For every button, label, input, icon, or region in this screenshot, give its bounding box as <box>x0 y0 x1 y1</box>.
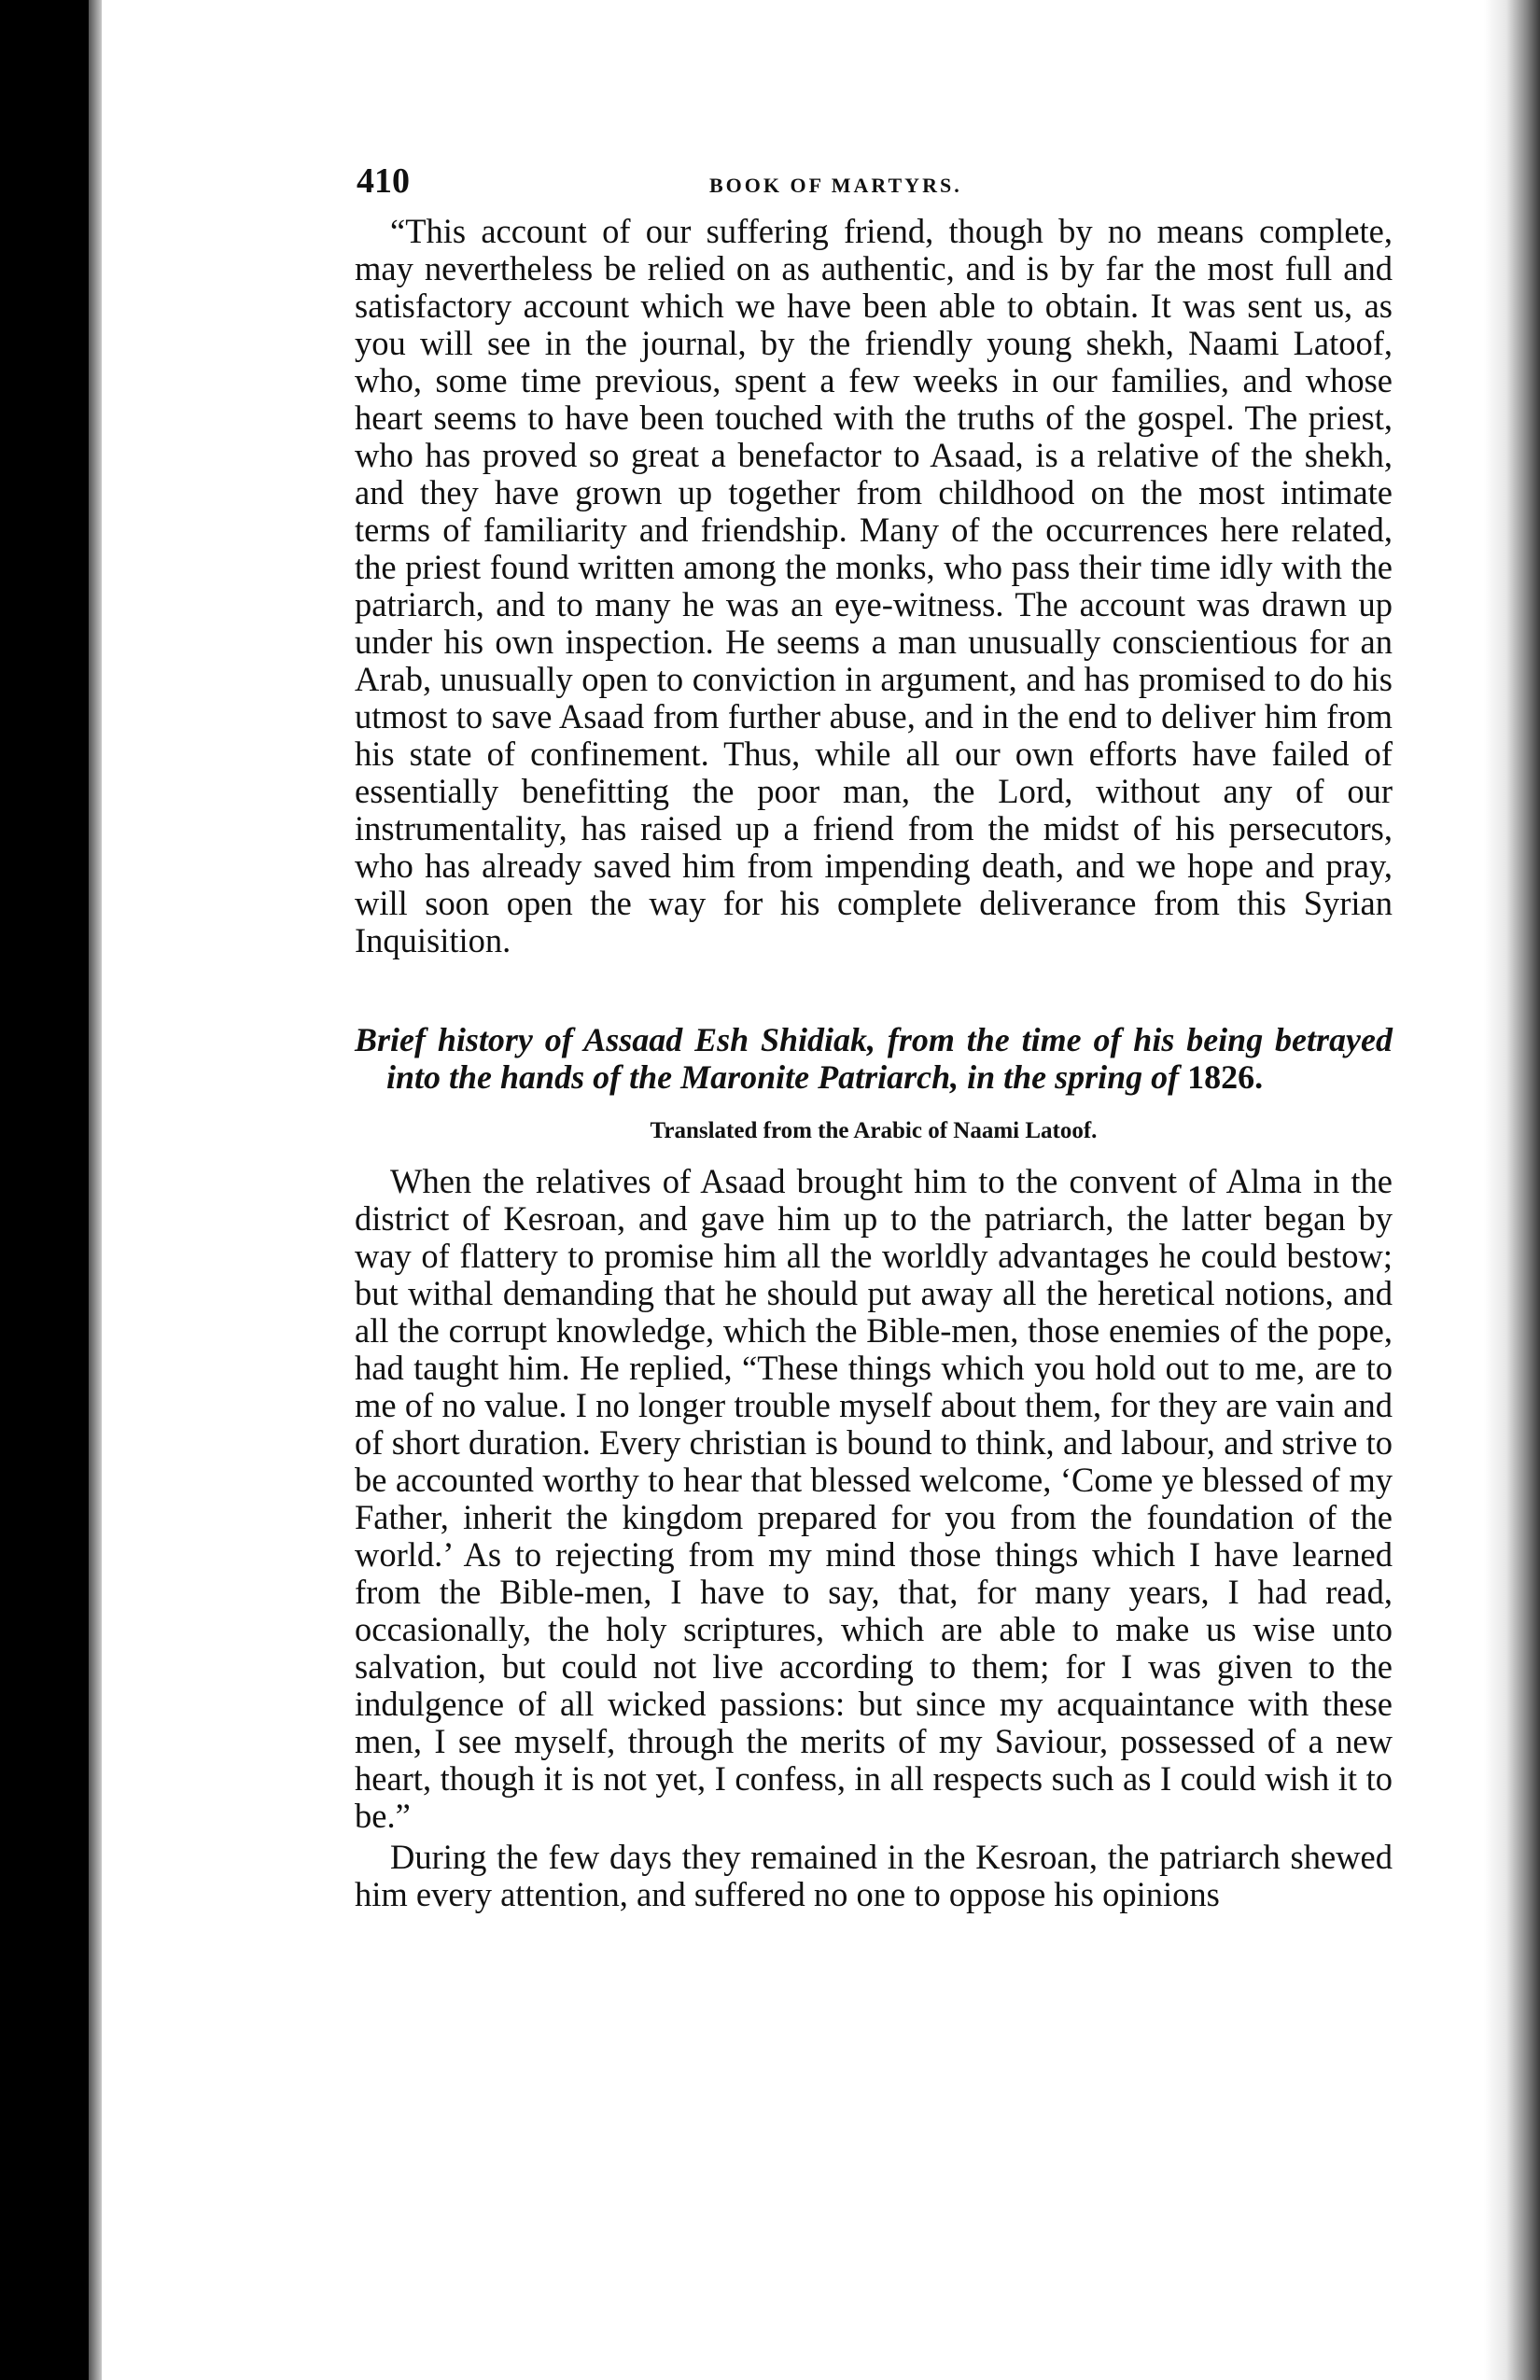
page-gutter-shadow <box>89 0 102 2380</box>
section-heading-year: 1826. <box>1187 1058 1264 1096</box>
page-text-block <box>355 157 1393 1913</box>
translation-note: Translated from the Arabic of Naami Latoof. <box>650 1118 1098 1143</box>
running-head <box>355 157 1393 213</box>
paragraph-account: “This account of our suffering friend, though by no means complete, may nevertheless be relied on as authentic, and is by far the most full and satisfactory account which we have been able to obtain. It was sent us, as you will see in the journal, by the friendly young shekh, Naami Latoof, who, some time previous, spent a few weeks in our families, and whose heart seems to have been touched with the truths of the gospel. The priest, who has proved so great a benefactor to Asaad, is a relative of the shekh, and they have grown up together from childhood on the most intimate terms of familiarity and friendship. Many of the occurrences here related, the priest found written among the monks, who pass their time idly with the patriarch, and to many he was an eye-witness. The account was drawn up under his own inspection. He seems a man unusually conscientious for an Arab, unusually open to conviction in argument, and has promised to do his utmost to save Asaad from further abuse, and in the end to deliver him from his state of confinement. Thus, while all our own efforts have failed of essentially benefitting the poor man, the Lord, without any of our instrumentality, has raised up a friend from the midst of his persecutors, who has already saved him from impending death, and we hope and pray, will soon open the way for his complete deliverance from this Syrian Inquisition. <box>355 212 1393 959</box>
running-head-title: BOOK OF MARTYRS. <box>709 174 962 197</box>
section-heading-text: Brief history of Assaad Esh Shidiak, from the time of his being betrayed into the hands of the Maronite Patriarch, in the spring of <box>355 1021 1393 1096</box>
paragraph-kesroan: During the few days they remained in the Kesroan, the patriarch shewed him every attention, and suffered no one to oppose his opinions <box>355 1838 1393 1913</box>
page-edge-shadow <box>1484 0 1540 2380</box>
page-number: 410 <box>357 161 410 201</box>
section-heading <box>355 1021 1393 1096</box>
paragraph-convent: When the relatives of Asaad brought him to the convent of Alma in the district of Kesroan, and gave him up to the patriarch, the latter began by way of flattery to promise him all the worldly advantages he could bestow; but withal demanding that he should put away all the heretical notions, and all the corrupt knowledge, which the Bible-men, those enemies of the pope, had taught him. He replied, “These things which you hold out to me, are to me of no value. I no longer trouble myself about them, for they are vain and of short duration. Every christian is bound to think, and labour, and strive to be accounted worthy to hear that blessed welcome, ‘Come ye blessed of my Father, inherit the kingdom prepared for you from the foundation of the world.’ As to rejecting from my mind those things which I have learned from the Bible-men, I have to say, that, for many years, I had read, occasionally, the holy scriptures, which are able to make us wise unto salvation, but could not live according to them; for I was given to the indulgence of all wicked passions: but since my acquaintance with these men, I see myself, through the merits of my Saviour, possessed of a new heart, though it is not yet, I confess, in all respects such as I could wish it to be.” <box>355 1162 1393 1835</box>
